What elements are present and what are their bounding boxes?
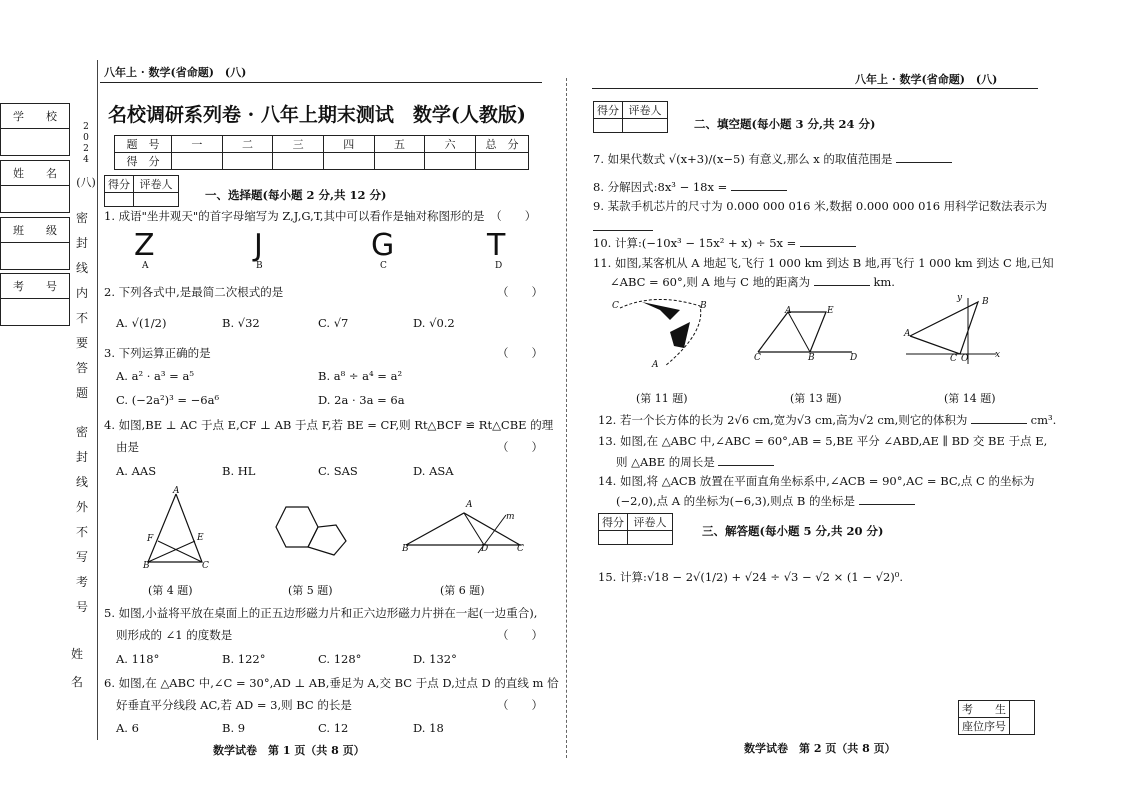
- unit-label: cm³.: [1030, 413, 1057, 427]
- right-header-rule: [592, 88, 1038, 89]
- fig6-label-m: m: [506, 512, 515, 522]
- figure-5: [268, 503, 358, 563]
- question-11: 11. 如图,某客机从 A 地起飞,飞行 1 000 km 到达 B 地,再飞行 1 000 km 到达 C 地,已知: [593, 256, 1054, 270]
- question-13-cont: [616, 455, 774, 470]
- seal-char: 内: [75, 286, 88, 300]
- q2-option: C. √7: [318, 316, 349, 330]
- question-8-text: 8. 分解因式:8x³ − 18x =: [593, 180, 728, 194]
- fig4-label-b: B: [143, 561, 150, 571]
- score-row-label: 得 分: [115, 153, 172, 170]
- question-4: 4. 如图,BE ⊥ AC 于点 E,CF ⊥ AB 于点 F,若 BE = CF,则 Rt△BCF ≌ Rt△CBE 的理: [104, 418, 554, 432]
- q4-option: A. AAS: [116, 464, 157, 478]
- figure-13: [752, 306, 862, 362]
- option-label: C: [380, 261, 387, 271]
- seal-char: 题: [75, 386, 88, 400]
- seal-line-outer-text: [75, 420, 89, 620]
- class-label: 班 级: [1, 218, 70, 243]
- fig6-label-b: B: [402, 544, 409, 554]
- fig13-label-e: E: [827, 306, 834, 316]
- fig5-pentagon: [308, 525, 346, 555]
- score-cell[interactable]: [273, 153, 324, 170]
- question-11-text: ∠ABC = 60°,则 A 地与 C 地的距离为: [610, 275, 811, 289]
- q5-option: A. 118°: [116, 652, 160, 666]
- question-15: 15. 计算:√18 − 2√(1/2) + √24 ÷ √3 − √2 × (1 − √2)⁰.: [598, 570, 904, 584]
- question-6-cont: 好垂直平分线段 AC,若 AD = 3,则 BC 的长是: [116, 698, 352, 712]
- fig14-label-a: A: [904, 329, 911, 339]
- score-header-cell: 二: [222, 136, 273, 153]
- section2-title: 二、填空题(每小题 3 分,共 24 分): [694, 117, 876, 131]
- score-box-label: 得分: [594, 102, 623, 119]
- section1-score-box: [104, 175, 179, 207]
- score-cell[interactable]: [425, 153, 476, 170]
- figure-caption: (第 5 题): [288, 584, 333, 597]
- fig14-label-c: C: [950, 354, 957, 364]
- fig6-label-d: D: [481, 544, 489, 554]
- exam-no-box: [0, 273, 70, 326]
- letter-option: T: [487, 228, 506, 263]
- name-char: 名: [70, 675, 83, 689]
- fig13-label-d: D: [850, 353, 858, 363]
- left-footer: 数学试卷 第 1 页（共 8 页）: [213, 744, 365, 757]
- answer-paren: （ ）: [497, 628, 543, 642]
- answer-blank[interactable]: [859, 504, 915, 505]
- seal-char: 密: [75, 425, 88, 439]
- figure-caption: (第 14 题): [944, 392, 996, 405]
- seal-char: 线: [75, 261, 88, 275]
- question-13-text: 则 △ABE 的周长是: [616, 455, 715, 469]
- grader-label: 评卷人: [628, 514, 673, 531]
- exam-no-field[interactable]: [1, 299, 70, 326]
- question-8: [593, 180, 787, 195]
- fig6-label-c: C: [517, 544, 524, 554]
- q3-option: B. a⁸ ÷ a⁴ = a²: [318, 369, 403, 383]
- question-7: [593, 152, 952, 167]
- option-label: B: [256, 261, 263, 271]
- score-header-cell: 一: [172, 136, 223, 153]
- seat-field[interactable]: [1010, 701, 1035, 735]
- seal-char: 写: [75, 550, 88, 564]
- q2-option: D. √0.2: [413, 316, 455, 330]
- score-cell[interactable]: [222, 153, 273, 170]
- answer-blank[interactable]: [731, 190, 787, 191]
- seat-label: 考 生: [959, 701, 1010, 718]
- q3-option: C. (−2a²)³ = −6a⁶: [116, 393, 220, 407]
- section1-title: 一、选择题(每小题 2 分,共 12 分): [205, 188, 387, 202]
- fig14-label-o: O: [961, 354, 969, 364]
- grader-label: 评卷人: [134, 176, 179, 193]
- fig11-label-b: B: [700, 301, 707, 311]
- question-5: 5. 如图,小益将平放在桌面上的正五边形磁力片和正六边形磁力片拼在一起(一边重合),: [104, 606, 538, 620]
- q6-option: C. 12: [318, 721, 349, 735]
- letter-option: J: [254, 228, 263, 263]
- answer-paren: （ ）: [497, 346, 543, 360]
- score-box-field[interactable]: [105, 193, 134, 207]
- question-2: 2. 下列各式中,是最简二次根式的是: [104, 285, 284, 299]
- grader-label: 评卷人: [623, 102, 668, 119]
- fig4-label-a: A: [173, 486, 180, 496]
- q5-option: D. 132°: [413, 652, 457, 666]
- answer-blank[interactable]: [971, 423, 1027, 424]
- year-vertical: [79, 122, 93, 166]
- seal-char: 封: [75, 450, 88, 464]
- answer-paren: （ ）: [497, 440, 543, 454]
- question-9-blank[interactable]: [593, 220, 653, 235]
- answer-blank[interactable]: [800, 246, 856, 247]
- score-box-label: 得分: [599, 514, 628, 531]
- name-field[interactable]: [1, 186, 70, 213]
- q5-option: B. 122°: [222, 652, 266, 666]
- q6-option: D. 18: [413, 721, 444, 735]
- question-6: 6. 如图,在 △ABC 中,∠C = 30°,AD ⊥ AB,垂足为 A,交 BC 于点 D,过点 D 的直线 m 恰: [104, 676, 559, 690]
- fig13-bisector: [788, 312, 810, 352]
- year-digit: 4: [83, 155, 89, 165]
- left-header-rule: [100, 82, 542, 83]
- score-table: [114, 135, 529, 170]
- name-box: [0, 160, 70, 213]
- figure-caption: (第 11 题): [636, 392, 688, 405]
- fig4-triangle: [148, 494, 202, 562]
- score-cell[interactable]: [172, 153, 223, 170]
- option-label: A: [142, 261, 149, 271]
- q2-option: B. √32: [222, 316, 260, 330]
- fig11-plane: [642, 302, 680, 320]
- q6-option: B. 9: [222, 721, 246, 735]
- question-12: [598, 413, 1056, 428]
- fig13-label-c: C: [754, 353, 761, 363]
- seal-char: 不: [75, 525, 88, 539]
- seat-number-box: [958, 700, 1035, 735]
- fig4-label-f: F: [147, 534, 154, 544]
- score-box-field[interactable]: [599, 531, 628, 545]
- seal-char: 答: [75, 361, 88, 375]
- grader-field[interactable]: [628, 531, 673, 545]
- section3-score-box: [598, 513, 673, 545]
- year-digit: 2: [83, 144, 89, 154]
- score-header-cell: 题 号: [115, 136, 172, 153]
- option-label: D: [495, 261, 503, 271]
- question-10: [593, 236, 856, 251]
- seal-line: [97, 60, 98, 740]
- seal-char: 封: [75, 236, 88, 250]
- section2-score-box: [593, 101, 668, 133]
- score-cell[interactable]: [323, 153, 374, 170]
- fig5-hexagon: [276, 507, 318, 547]
- score-cell[interactable]: [374, 153, 425, 170]
- fig13-shape: [758, 312, 826, 352]
- fig13-label-a: A: [785, 306, 792, 316]
- score-box-label: 得分: [105, 176, 134, 193]
- answer-paren: （ ）: [497, 285, 543, 299]
- question-14: 14. 如图,将 △ACB 放置在平面直角坐标系中,∠ACB = 90°,AC = BC,点 C 的坐标为: [598, 474, 1035, 488]
- paren-vertical: (八): [76, 176, 96, 189]
- answer-blank[interactable]: [814, 285, 870, 286]
- score-box-field[interactable]: [594, 119, 623, 133]
- answer-blank[interactable]: [593, 230, 653, 231]
- fig14-label-x: x: [995, 350, 1001, 360]
- seal-line-inner-text: [75, 206, 89, 406]
- score-header-cell: 四: [323, 136, 374, 153]
- seal-char: 不: [75, 311, 88, 325]
- fig6-line-ad: [464, 513, 484, 545]
- seat-label: 座位序号: [959, 718, 1010, 735]
- fig4-label-e: E: [197, 533, 204, 543]
- fig11-plane: [670, 322, 690, 348]
- question-1: 1. 成语"坐井观天"的首字母缩写为 Z,J,G,T,其中可以看作是轴对称图形的是 （ ）: [104, 209, 537, 223]
- name-vertical: [70, 640, 84, 696]
- q3-option: D. 2a · 3a = 6a: [318, 393, 405, 407]
- score-cell[interactable]: [476, 153, 529, 170]
- page-title: 名校调研系列卷 · 八年上期末测试 数学(人教版): [108, 104, 526, 126]
- fig14-label-b: B: [982, 297, 989, 307]
- seal-char: 要: [75, 336, 88, 350]
- name-label: 姓 名: [1, 161, 70, 186]
- fig4-label-c: C: [202, 561, 209, 571]
- seal-char: 密: [75, 211, 88, 225]
- right-page-tag: 八年上 · 数学(省命题) (八): [855, 73, 998, 86]
- year-digit: 0: [83, 133, 89, 143]
- question-10-text: 10. 计算:(−10x³ − 15x² + x) ÷ 5x =: [593, 236, 797, 250]
- score-header-cell: 五: [374, 136, 425, 153]
- question-3: 3. 下列运算正确的是: [104, 346, 211, 360]
- unit-label: km.: [873, 275, 895, 289]
- q5-option: C. 128°: [318, 652, 362, 666]
- question-7-text: 7. 如果代数式 √(x+3)/(x−5) 有意义,那么 x 的取值范围是: [593, 152, 893, 166]
- q3-option: A. a² · a³ = a⁵: [116, 369, 194, 383]
- left-page-tag: 八年上 · 数学(省命题) (八): [104, 66, 247, 79]
- seal-char: 线: [75, 475, 88, 489]
- fig11-label-a: A: [652, 360, 659, 370]
- q6-option: A. 6: [116, 721, 139, 735]
- seal-char: 考: [75, 575, 88, 589]
- question-11-cont: [610, 275, 895, 290]
- question-13: 13. 如图,在 △ABC 中,∠ABC = 60°,AB = 5,BE 平分 ∠ABD,AE ∥ BD 交 BE 于点 E,: [598, 434, 1048, 448]
- grader-field[interactable]: [623, 119, 668, 133]
- fig11-label-c: C: [612, 301, 619, 311]
- class-box: [0, 217, 70, 270]
- answer-blank[interactable]: [896, 162, 952, 163]
- grader-field[interactable]: [134, 193, 179, 207]
- right-footer: 数学试卷 第 2 页（共 8 页）: [744, 742, 896, 755]
- school-label: 学 校: [1, 104, 70, 129]
- question-9: 9. 某款手机芯片的尺寸为 0.000 000 016 米,数据 0.000 000 016 用科学记数法表示为: [593, 199, 1048, 213]
- score-header-cell: 六: [425, 136, 476, 153]
- seal-char: 号: [75, 600, 88, 614]
- score-header-cell: 三: [273, 136, 324, 153]
- q4-option: D. ASA: [413, 464, 454, 478]
- fig14-label-y: y: [957, 293, 963, 303]
- letter-option: G: [371, 228, 395, 263]
- question-5-cont: 则形成的 ∠1 的度数是: [116, 628, 233, 642]
- answer-paren: （ ）: [497, 698, 543, 712]
- question-14-text: (−2,0),点 A 的坐标为(−6,3),则点 B 的坐标是: [616, 494, 855, 508]
- seal-char: 外: [75, 500, 88, 514]
- figure-caption: (第 6 题): [440, 584, 485, 597]
- fig6-triangle: [406, 513, 520, 545]
- year-digit: 2: [83, 122, 89, 132]
- q4-option: C. SAS: [318, 464, 358, 478]
- fig13-label-b: B: [808, 353, 815, 363]
- score-header-cell: 总 分: [476, 136, 529, 153]
- q2-option: A. √(1/2): [116, 316, 167, 330]
- question-12-text: 12. 若一个长方体的长为 2√6 cm,宽为√3 cm,高为√2 cm,则它的体积为: [598, 413, 968, 427]
- question-4-cont: 由是: [116, 440, 139, 454]
- class-field[interactable]: [1, 243, 70, 270]
- q4-option: B. HL: [222, 464, 256, 478]
- name-char: 姓: [70, 647, 83, 661]
- sidebar: [0, 103, 70, 156]
- fig6-label-a: A: [466, 500, 473, 510]
- letter-option: Z: [134, 228, 155, 263]
- exam-no-label: 考 号: [1, 274, 70, 299]
- section3-title: 三、解答题(每小题 5 分,共 20 分): [702, 524, 884, 538]
- school-field[interactable]: [1, 129, 70, 156]
- figure-caption: (第 13 题): [790, 392, 842, 405]
- answer-blank[interactable]: [718, 465, 774, 466]
- question-14-cont: [616, 494, 915, 509]
- page-fold: [566, 78, 567, 758]
- figure-caption: (第 4 题): [148, 584, 193, 597]
